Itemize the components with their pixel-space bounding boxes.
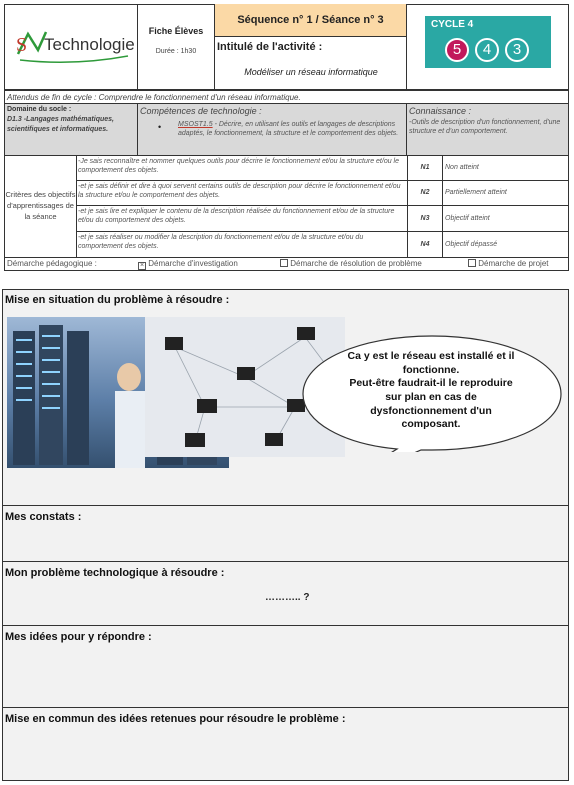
section-idees — [2, 626, 569, 708]
socle-cell — [4, 104, 138, 156]
criteria-row — [77, 232, 569, 258]
cycle-level-4: 4 — [475, 38, 499, 62]
expected-row — [4, 90, 569, 104]
expected-text: Attendus de fin de cycle : Comprendre le fonctionnement d'un réseau informatique. — [7, 93, 301, 102]
sequence-label: Séquence n° 1 / Séance n° 3 — [237, 14, 384, 26]
demarche-option-label: Démarche de projet — [478, 259, 549, 268]
checkbox-checked-icon[interactable]: × — [139, 262, 145, 269]
activity-title: Modéliser un réseau informatique — [244, 67, 378, 77]
section-commun-title: Mise en commun des idées retenues pour résoudre le problème : — [5, 713, 346, 725]
connaissance-label: Connaissance : — [409, 106, 472, 116]
criteria-row-status: Objectif dépassé — [445, 241, 498, 248]
criteria-row-text: -et je sais définir et dire à quoi servent certains outils de description pour décrire le fonctionnement et/ou la structure et/ou le comportement des objets. — [78, 183, 401, 200]
section-constats — [2, 506, 569, 562]
criteria-row-status: Objectif atteint — [445, 215, 490, 222]
cycle-level-3: 3 — [505, 38, 529, 62]
logo-cell — [4, 4, 138, 90]
criteria-label: Critères des objectifs d'apprentissages de la séance — [5, 190, 76, 221]
competences-label: Compétences de technologie : — [140, 106, 262, 116]
section-probleme-title: Mon problème technologique à résoudre : — [5, 567, 225, 579]
socle-value: D1.3 -Langages mathématiques, scientifiques et informatiques. — [7, 116, 114, 133]
demarche-row — [4, 258, 569, 271]
criteria-row-level: N1 — [407, 156, 443, 181]
demarche-option-projet[interactable] — [468, 259, 549, 268]
section-probleme — [2, 562, 569, 626]
section-constats-title: Mes constats : — [5, 511, 82, 523]
competences-bullet: • — [158, 122, 162, 132]
criteria-row — [77, 206, 569, 232]
criteria-row-level: N2 — [407, 181, 443, 206]
sequence-cell — [215, 4, 407, 37]
criteria-rows — [77, 156, 569, 258]
activity-cell — [215, 37, 407, 90]
activity-label: Intitulé de l'activité : — [217, 41, 323, 53]
criteria-row-text: -et je sais lire et expliquer le contenu de la description réalisée du fonctionnement et/ou de la structure et/ou du comportement des objets. — [78, 208, 395, 225]
cycle-label: CYCLE 4 — [431, 19, 474, 30]
connaissance-text: -Outils de description d'un fonctionnement, d'une structure et d'un comportement. — [409, 119, 561, 136]
demarche-option-investigation[interactable] — [138, 259, 238, 270]
checkbox-icon[interactable] — [468, 259, 476, 267]
demarche-option-resolution[interactable] — [280, 259, 422, 268]
section-commun — [2, 708, 569, 781]
section-situation-title: Mise en situation du problème à résoudre : — [5, 294, 230, 306]
cycle-cell — [407, 4, 569, 90]
probleme-placeholder: ……….. ? — [265, 592, 310, 603]
criteria-row-status: Non atteint — [445, 164, 479, 171]
connaissance-cell — [407, 104, 569, 156]
competences-text — [178, 121, 403, 139]
criteria-row-text: -Je sais reconnaître et nommer quelques outils pour décrire le fonctionnement et/ou la structure et/ou le comportement des objets. — [78, 158, 400, 175]
section-idees-title: Mes idées pour y répondre : — [5, 631, 152, 643]
section-situation — [2, 289, 569, 506]
criteria-row-status: Partiellement atteint — [445, 189, 507, 196]
sheet-title-cell — [138, 4, 215, 90]
duration-label: Durée : 1h30 — [155, 48, 197, 55]
criteria-label-cell — [4, 156, 77, 258]
competences-cell — [138, 104, 407, 156]
sheet-title: Fiche Élèves — [148, 26, 204, 36]
socle-label: Domaine du socle : — [7, 106, 72, 113]
speech-bubble — [301, 334, 563, 452]
criteria-row-text: -et je sais réaliser ou modifier la description du fonctionnement et/ou de la structure et/ou du comportement des objets. — [78, 234, 364, 251]
demarche-label: Démarche pédagogique : — [7, 259, 97, 268]
criteria-row — [77, 156, 569, 181]
cycle-badge — [425, 16, 551, 68]
checkbox-icon[interactable] — [280, 259, 288, 267]
criteria-row-level: N3 — [407, 206, 443, 232]
site-logo — [14, 26, 135, 66]
speech-bubble-text: Ca y est le réseau est installé et il fonctionne. Peut-être faudrait-il le reproduire sur plan en cas de dysfonctionnement d'un composant. — [347, 350, 515, 431]
demarche-option-label: Démarche d'investigation — [148, 259, 238, 268]
competences-description: - Décrire, en utilisant les outils et langages de descriptions adaptés, le fonctionnement, la structure et le comportement des objets. — [178, 121, 399, 137]
criteria-row-level: N4 — [407, 232, 443, 258]
competences-code: MSOST1.5 — [178, 121, 213, 128]
criteria-row — [77, 181, 569, 206]
demarche-option-label: Démarche de résolution de problème — [290, 259, 422, 268]
cycle-level-5: 5 — [445, 38, 469, 62]
logo-text: Technologie — [44, 35, 135, 54]
logo-prefix: S — [16, 34, 28, 56]
